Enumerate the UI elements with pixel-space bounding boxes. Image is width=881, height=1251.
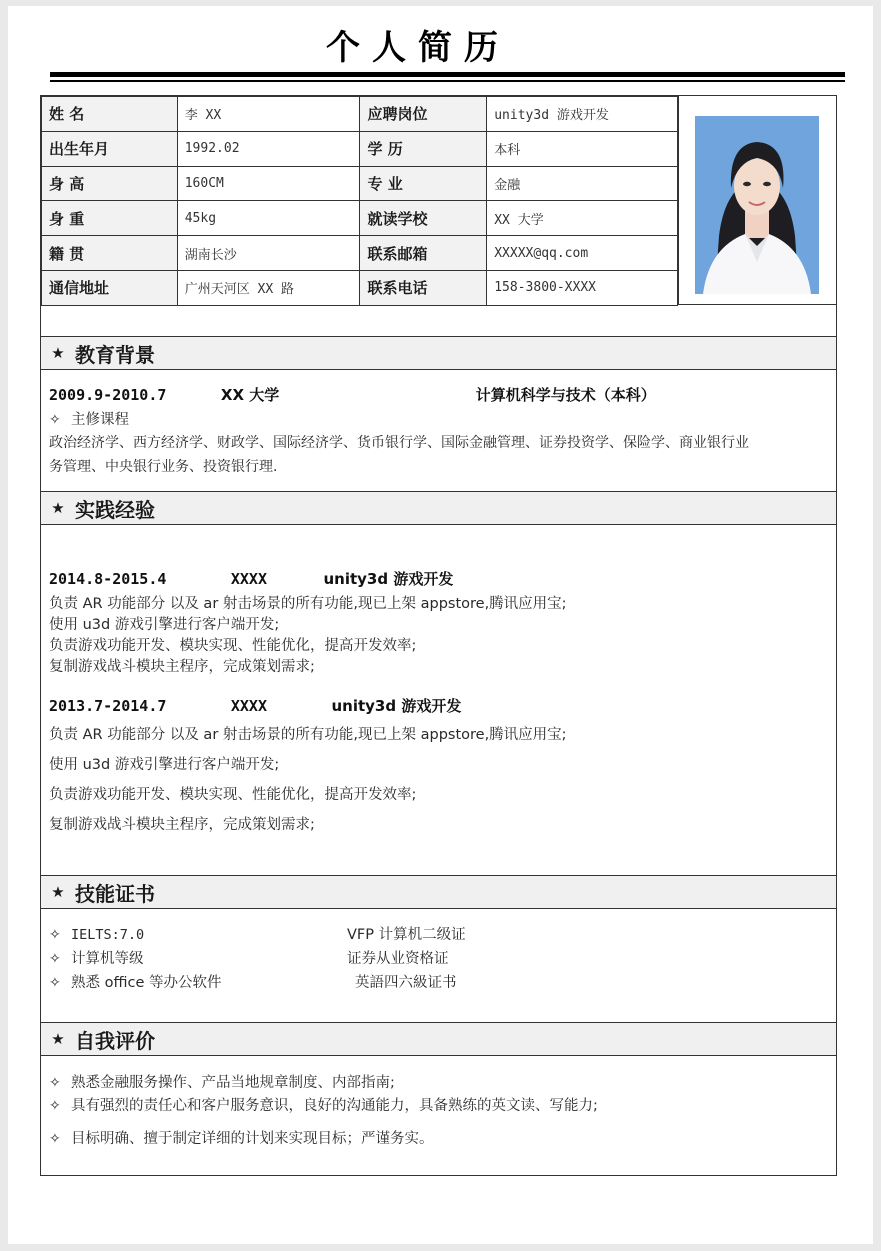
skill-row (49, 947, 449, 968)
info-label: 学 历 (360, 131, 487, 166)
job-duty: 负责游戏功能开发、模块实现、性能优化，提高开发效率; (49, 638, 417, 654)
self-eval-text: 熟悉金融服务操作、产品当地规章制度、内部指南; (71, 1075, 395, 1091)
info-label: 身 重 (42, 201, 178, 236)
info-row (42, 131, 678, 166)
job-header (49, 695, 461, 716)
info-value: unity3d 游戏开发 (487, 97, 678, 132)
info-label: 就读学校 (360, 201, 487, 236)
self-eval-item (49, 1127, 434, 1148)
skill-item: IELTS:7.0 (71, 927, 145, 943)
job-duty: 负责 AR 功能部分 以及 ar 射击场景的所有功能,现已上架 appstore,腾讯应用宝; (49, 596, 567, 612)
education-entry (49, 384, 656, 405)
info-value: 湖南长沙 (177, 236, 360, 271)
diamond-icon: ✧ (49, 927, 61, 943)
job-role: unity3d 游戏开发 (323, 570, 454, 588)
info-label: 出生年月 (42, 131, 178, 166)
education-major: 计算机科学与技术（本科） (475, 386, 656, 404)
self-eval-item (49, 1094, 598, 1115)
resume-page (8, 6, 873, 1244)
courses-label-line (49, 408, 129, 429)
section-header-self-evaluation (41, 1022, 836, 1056)
info-row (42, 166, 678, 201)
diamond-icon: ✧ (49, 1098, 61, 1114)
title-rule-thick (50, 72, 845, 77)
info-label: 专 业 (360, 166, 487, 201)
section-title: 技能证书 (75, 881, 155, 906)
star-icon: ★ (51, 499, 65, 517)
job-duty: 负责 AR 功能部分 以及 ar 射击场景的所有功能,现已上架 appstore,腾讯应用宝; (49, 727, 567, 743)
job-company: XXXX (230, 697, 267, 715)
info-row (42, 97, 678, 132)
info-value: 本科 (487, 131, 678, 166)
job-duty: 使用 u3d 游戏引擎进行客户端开发; (49, 617, 280, 633)
section-header-skills (41, 875, 836, 909)
info-label: 应聘岗位 (360, 97, 487, 132)
job-duty: 使用 u3d 游戏引擎进行客户端开发; (49, 757, 280, 773)
info-value: 1992.02 (177, 131, 360, 166)
title-rule-thin (50, 80, 845, 82)
skill-item: 熟悉 office 等办公软件 (71, 975, 222, 991)
info-row (42, 201, 678, 236)
diamond-icon: ✧ (49, 975, 61, 991)
personal-info-table (41, 96, 678, 306)
info-value: XX 大学 (487, 201, 678, 236)
job-role: unity3d 游戏开发 (331, 697, 462, 715)
education-school: XX 大学 (220, 386, 280, 404)
star-icon: ★ (51, 344, 65, 362)
job-period: 2013.7-2014.7 (49, 697, 167, 715)
info-row (42, 236, 678, 271)
job-header (49, 568, 453, 589)
info-label: 籍 贯 (42, 236, 178, 271)
self-eval-text: 目标明确、擅于制定详细的计划来实现目标；严谨务实。 (71, 1131, 434, 1147)
star-icon: ★ (51, 883, 65, 901)
info-row (42, 270, 678, 305)
section-title: 实践经验 (75, 497, 155, 522)
info-label: 联系邮箱 (360, 236, 487, 271)
job-duty: 复制游戏战斗模块主程序，完成策划需求; (49, 817, 315, 833)
skill-row (49, 923, 466, 944)
info-value: 李 XX (177, 97, 360, 132)
info-label: 联系电话 (360, 270, 487, 305)
info-label: 姓 名 (42, 97, 178, 132)
job-period: 2014.8-2015.4 (49, 570, 167, 588)
info-value: 45kg (177, 201, 360, 236)
job-duty: 负责游戏功能开发、模块实现、性能优化，提高开发效率; (49, 787, 417, 803)
portrait-photo (695, 116, 819, 294)
info-value: 金融 (487, 166, 678, 201)
page-title: 个人简历 (326, 28, 510, 68)
skill-item: VFP 计算机二级证 (347, 927, 466, 943)
skill-row (49, 971, 457, 992)
info-value: 160CM (177, 166, 360, 201)
section-header-education (41, 336, 836, 370)
diamond-icon: ✧ (49, 1075, 61, 1091)
photo-cell (678, 96, 837, 305)
job-duty: 复制游戏战斗模块主程序，完成策划需求; (49, 659, 315, 675)
section-title: 自我评价 (75, 1028, 155, 1053)
info-label: 身 高 (42, 166, 178, 201)
diamond-icon: ✧ (49, 951, 61, 967)
diamond-icon: ✧ (49, 1131, 61, 1147)
skill-item: 计算机等级 (71, 951, 144, 967)
info-value: 158-3800-XXXX (487, 270, 678, 305)
diamond-icon: ✧ (49, 412, 61, 428)
courses-text: 务管理、中央银行业务、投资银行理. (49, 459, 278, 475)
job-company: XXXX (230, 570, 267, 588)
info-label: 通信地址 (42, 270, 178, 305)
resume-frame (40, 95, 837, 1176)
section-title: 教育背景 (75, 342, 155, 367)
skill-item: 证券从业资格证 (347, 951, 449, 967)
courses-text: 政治经济学、西方经济学、财政学、国际经济学、货币银行学、国际金融管理、证券投资学、保险学、商业银行业 (49, 435, 749, 451)
star-icon: ★ (51, 1030, 65, 1048)
education-period: 2009.9-2010.7 (49, 386, 167, 404)
section-header-practice (41, 491, 836, 525)
skill-item: 英語四六級证书 (355, 975, 457, 991)
info-value: 广州天河区 XX 路 (177, 270, 360, 305)
info-value: XXXXX@qq.com (487, 236, 678, 271)
self-eval-item (49, 1071, 395, 1092)
courses-label: 主修课程 (71, 412, 129, 428)
self-eval-text: 具有强烈的责任心和客户服务意识，良好的沟通能力，具备熟练的英文读、写能力; (71, 1098, 598, 1114)
